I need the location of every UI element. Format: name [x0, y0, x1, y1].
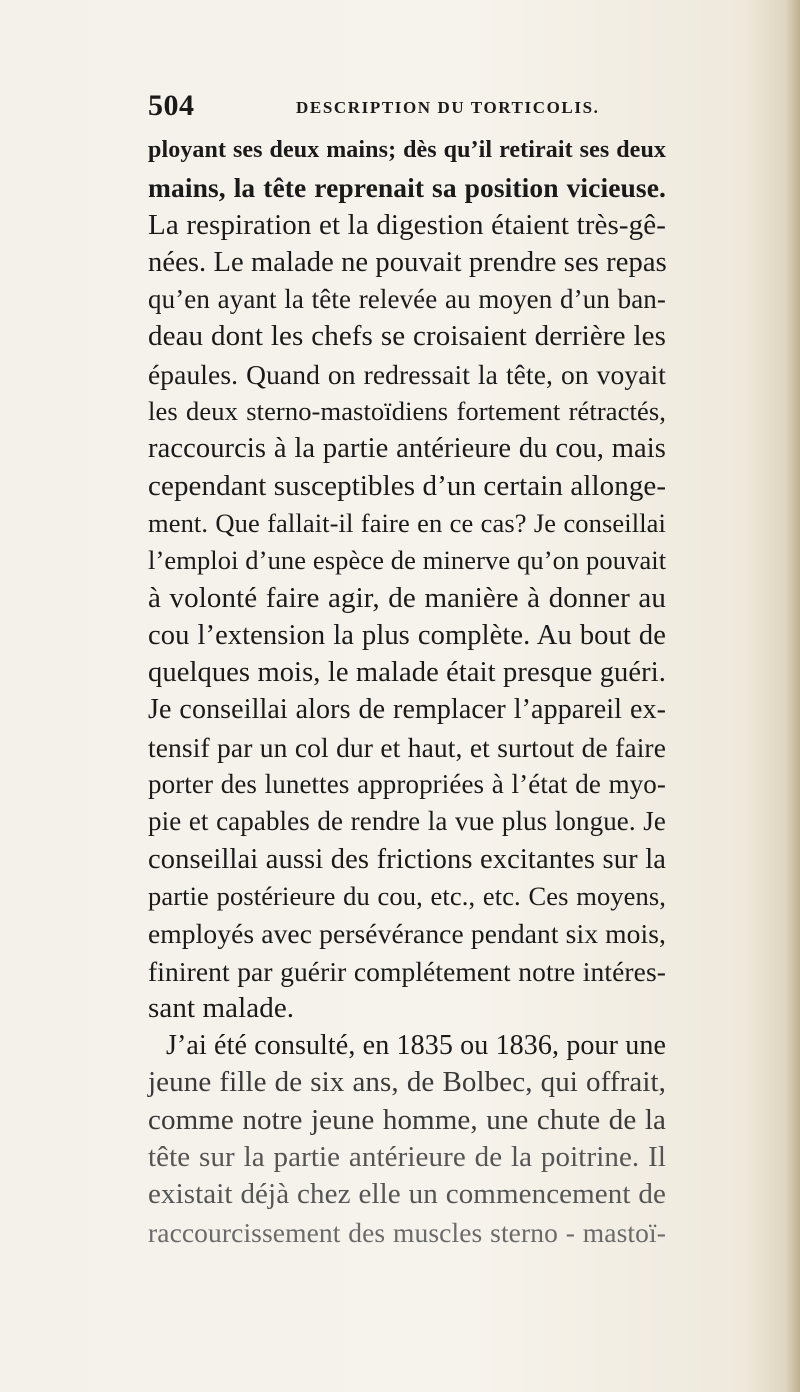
text-line: ment. Que fallait-il faire en ce cas? Je conseillai	[148, 507, 666, 538]
text-line: sant malade.	[148, 991, 295, 1024]
text-line: l’emploi d’une espèce de minerve qu’on pouvait	[148, 545, 667, 576]
page-number: 504	[148, 89, 195, 122]
text-line: raccourcis à la partie antérieure du cou, mais	[148, 433, 666, 465]
text-line: existait déjà chez elle un commencement de	[148, 1178, 666, 1211]
page-edge-shadow	[786, 0, 800, 1392]
text-line: La respiration et la digestion étaient très-gê-	[148, 208, 666, 241]
text-line: employés avec persévérance pendant six mois,	[148, 918, 666, 950]
text-line: conseillai aussi des frictions excitantes sur la	[148, 843, 666, 875]
body-text	[148, 132, 666, 1251]
text-line: ployant ses deux mains; dès qu’il retirait ses deux	[148, 137, 666, 163]
text-line: mains, la tête reprenait sa position vicieuse.	[148, 172, 666, 204]
page-header	[148, 88, 608, 128]
text-line: comme notre jeune homme, une chute de la	[148, 1103, 666, 1136]
text-line: Je conseillai alors de remplacer l’appareil ex-	[148, 694, 666, 726]
text-line: jeune fille de six ans, de Bolbec, qui offrait,	[148, 1066, 666, 1099]
running-head: DESCRIPTION DU TORTICOLIS.	[296, 98, 600, 117]
text-line: quelques mois, le malade était presque guéri.	[148, 657, 666, 689]
text-line: tête sur la partie antérieure de la poitrine. Il	[148, 1141, 666, 1174]
text-line: nées. Le malade ne pouvait prendre ses repas	[148, 246, 667, 278]
text-line: épaules. Quand on redressait la tête, on voyait	[148, 358, 666, 390]
text-line: deau dont les chefs se croisaient derrière les	[148, 320, 666, 353]
text-line: qu’en ayant la tête relevée au moyen d’un ban-	[148, 284, 666, 315]
text-line: cependant susceptibles d’un certain allonge-	[148, 469, 667, 502]
text-line: les deux sterno-mastoïdiens fortement rétractés,	[148, 396, 666, 427]
text-line: tensif par un col dur et haut, et surtout de faire	[148, 731, 666, 763]
text-line: J’ai été consulté, en 1835 ou 1836, pour une	[166, 1030, 666, 1062]
text-line: pie et capables de rendre la vue plus longue. Je	[148, 806, 666, 837]
text-line: finirent par guérir complétement notre intéres-	[148, 955, 666, 987]
text-line: à volonté faire agir, de manière à donner au	[148, 581, 666, 614]
text-line: raccourcissement des muscles sterno - mastoï-	[148, 1216, 666, 1248]
text-line: partie postérieure du cou, etc., etc. Ces moyens,	[148, 880, 666, 911]
text-line: cou l’extension la plus complète. Au bout de	[148, 619, 666, 651]
text-line: porter des lunettes appropriées à l’état de myo-	[148, 769, 666, 800]
